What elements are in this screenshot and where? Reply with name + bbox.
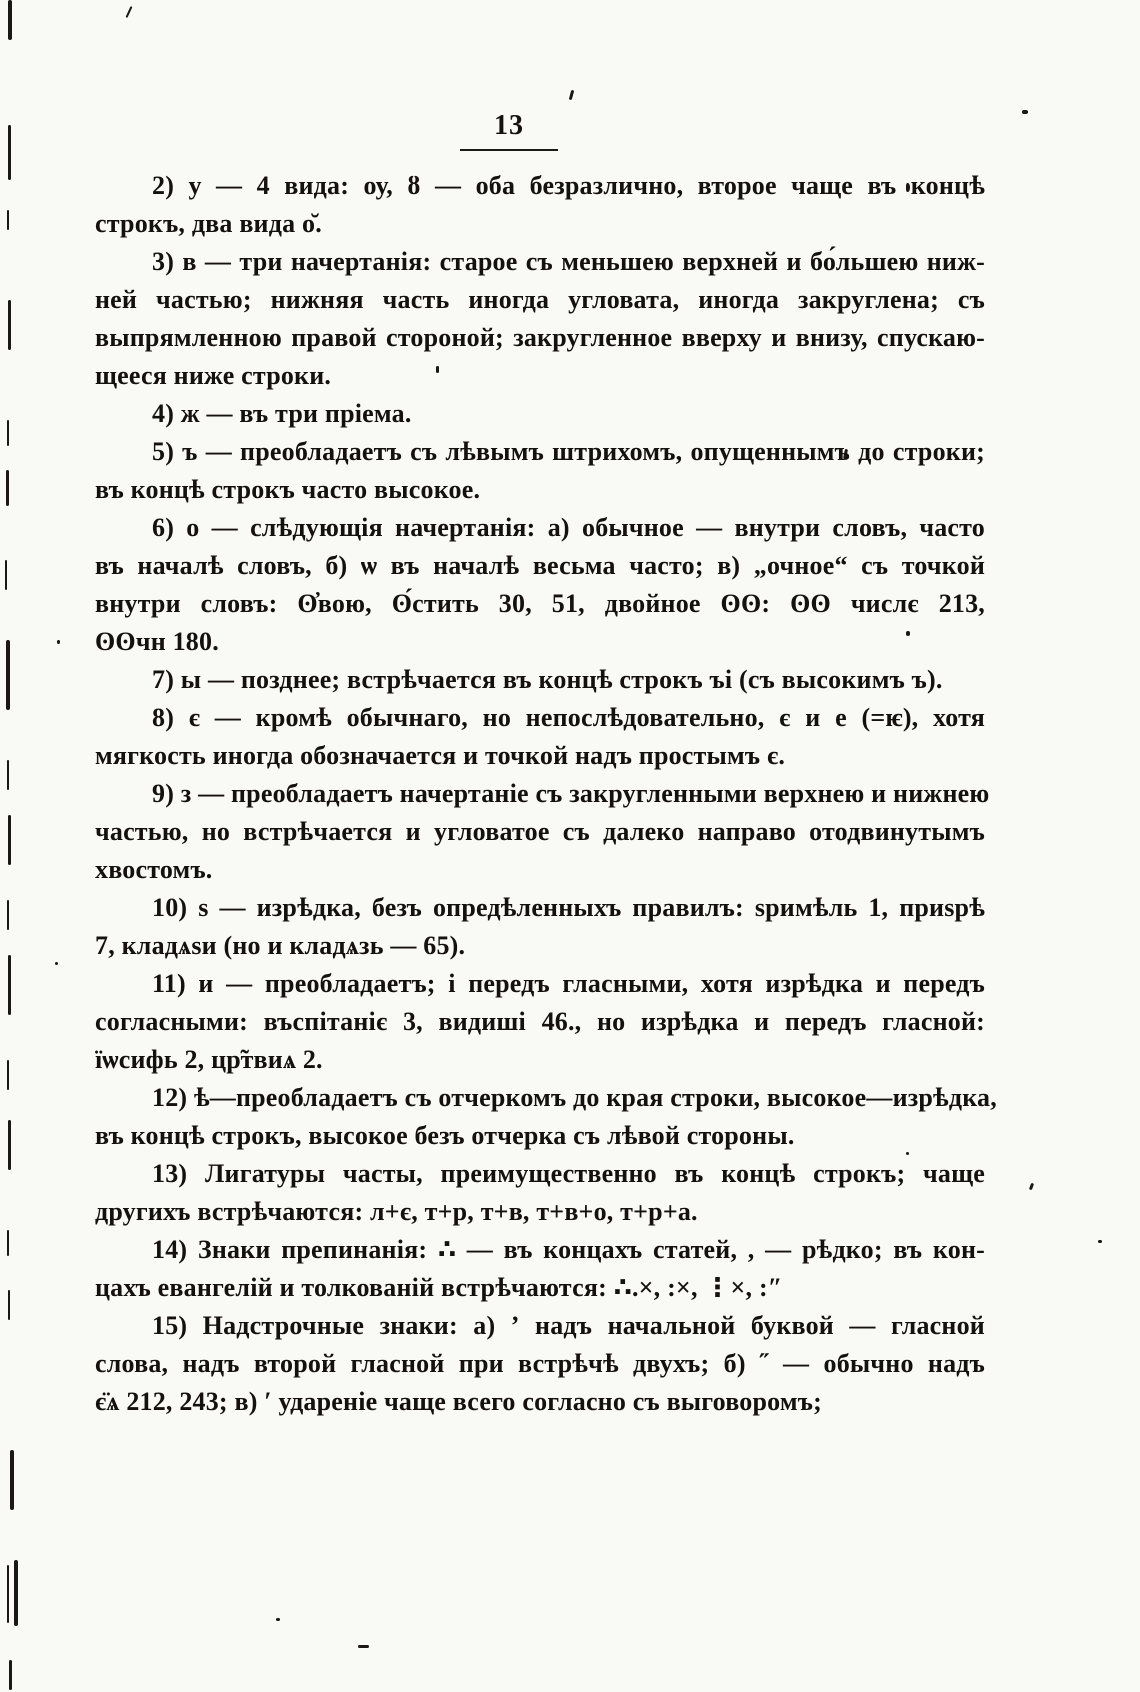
text-line: 5) ъ — преобладаетъ съ лѣвымъ штрихомъ, опущеннымъ до строки; [152, 437, 985, 466]
paragraph-item-15 [95, 1307, 985, 1421]
scan-artifact [7, 760, 9, 790]
scan-artifact [10, 1450, 14, 1510]
text-line: є̈ѧ 212, 243; в) ′ удареніе чаще всего согласно съ выговоромъ; [95, 1387, 822, 1416]
paragraph-item-10 [95, 889, 985, 965]
page-number: 13 [460, 108, 558, 151]
scan-artifact [55, 962, 58, 965]
scan-artifact [126, 6, 133, 18]
scan-artifact [8, 815, 11, 865]
scan-artifact [7, 1565, 9, 1623]
scan-artifact [6, 640, 10, 710]
text-line: їѡсифь 2, цр̃твиѧ 2. [95, 1045, 323, 1074]
text-line: частью, но встрѣчается и угловатое съ далеко направо отодвинутымъ [95, 817, 985, 846]
text-line: 11) и — преобладаетъ; і передъ гласными, хотя изрѣдка и передъ [152, 969, 985, 998]
text-line: 12) ѣ—преобладаетъ съ отчеркомъ до края строки, высокое—изрѣдка, [152, 1083, 997, 1112]
scan-artifact [7, 1060, 9, 1090]
paragraph-item-11 [95, 965, 985, 1079]
scan-artifact [7, 1230, 9, 1256]
scan-artifact [7, 420, 9, 446]
paragraph-item-14 [95, 1231, 985, 1307]
paragraph-item-3 [95, 243, 985, 395]
scan-artifact [8, 0, 12, 40]
text-line: согласными: въспітаніє 3, видиші 46., но изрѣдка и передъ гласной: [95, 1007, 985, 1036]
scan-artifact [8, 300, 11, 350]
text-line: хвостомъ. [95, 855, 213, 884]
text-line: щееся ниже строки. [95, 361, 332, 390]
text-line: въ концѣ строкъ часто высокое. [95, 475, 481, 504]
scan-artifact [57, 640, 60, 644]
paragraph-item-6 [95, 509, 985, 661]
text-block [95, 167, 997, 1421]
text-line: мягкость иногда обозначается и точкой надъ простымъ є. [95, 741, 786, 770]
paragraph-item-9 [95, 775, 990, 889]
text-line: 9) з — преобладаетъ начертаніе съ закругленными верхнею и нижнею [152, 779, 990, 808]
text-line: внутри словъ: ʘ̓вою, ʘ́стить 30, 51, двойное ʘʘ: ʘʘ числє 213, [95, 589, 985, 618]
text-line: цахъ евангелій и толкованій встрѣчаются: ∴.×, :×, ⋮×, :″ [95, 1273, 783, 1302]
text-line: 6) о — слѣдующія начертанія: а) обычное — внутри словъ, часто [152, 513, 985, 542]
text-line: 10) ѕ — изрѣдка, безъ опредѣленныхъ правилъ: ѕримѣль 1, приѕрѣ [152, 893, 985, 922]
paragraph-item-5 [95, 433, 985, 509]
text-line: 2) у — 4 вида: оу, ȣ — оба безразлично, второе чаще въ концѣ [152, 171, 985, 200]
paragraph-item-2 [95, 167, 985, 243]
paragraph-item-13 [95, 1155, 985, 1231]
text-line: 3) в — три начертанія: старое съ меньшею верхней и бо́льшею ниж- [152, 247, 985, 276]
text-line: ней частью; нижняя часть иногда угловата, иногда закруглена; съ [95, 285, 985, 314]
text-line: 4) ж — въ три пріема. [152, 399, 412, 428]
paragraph-item-7 [95, 661, 985, 699]
paragraph-item-8 [95, 699, 985, 775]
scan-artifact [569, 90, 574, 100]
text-line: въ началѣ словъ, б) ѡ въ началѣ весьма часто; в) „очное“ съ точкой [95, 551, 985, 580]
scan-artifact [7, 210, 9, 230]
text-line: ʘʘчн 180. [95, 627, 219, 656]
scan-artifact [8, 1120, 11, 1170]
scan-artifact [6, 470, 9, 506]
text-line: строкъ, два вида о̆. [95, 209, 322, 238]
text-line: 7) ы — позднее; встрѣчается въ концѣ строкъ ъі (съ высокимъ ъ). [152, 665, 943, 694]
scan-artifact [8, 125, 11, 180]
text-line: выпрямленною правой стороной; закругленное вверху и внизу, спускаю- [95, 323, 985, 352]
scan-artifact [276, 1618, 280, 1621]
scan-artifact [7, 900, 9, 930]
paragraph-item-12 [95, 1079, 997, 1155]
text-line: 14) Знаки препинанія: ∴ — въ концахъ статей, , — рѣдко; въ кон- [152, 1235, 985, 1264]
scan-artifact [1098, 1240, 1102, 1243]
text-line: 8) є — кромѣ обычнаго, но непослѣдовательно, є и е (=ѥ), хотя [152, 703, 985, 732]
text-line: 15) Надстрочные знаки: а) ʼ надъ начальной буквой — гласной [152, 1311, 985, 1340]
text-line: другихъ встрѣчаются: л+є, т+р, т+в, т+в+о, т+р+а. [95, 1197, 698, 1226]
text-line: 7, кладѧѕи (но и кладѧзь — 65). [95, 931, 466, 960]
text-line: слова, надъ второй гласной при встрѣчѣ двухъ; б) ˝ — обычно надъ [95, 1349, 985, 1378]
text-line: 13) Лигатуры часты, преимущественно въ концѣ строкъ; чаще [152, 1159, 985, 1188]
paragraph-item-4 [95, 395, 985, 433]
scan-artifact [8, 955, 11, 1015]
scan-artifact [14, 1560, 18, 1626]
scan-artifact [5, 560, 7, 590]
scan-artifact [1029, 1183, 1034, 1191]
scan-artifact [1022, 110, 1028, 114]
scan-artifact [358, 1645, 369, 1648]
scan-artifact [9, 1660, 12, 1690]
scan-artifact [8, 1290, 10, 1320]
text-line: въ концѣ строкъ, высокое безъ отчерка съ лѣвой стороны. [95, 1121, 795, 1150]
